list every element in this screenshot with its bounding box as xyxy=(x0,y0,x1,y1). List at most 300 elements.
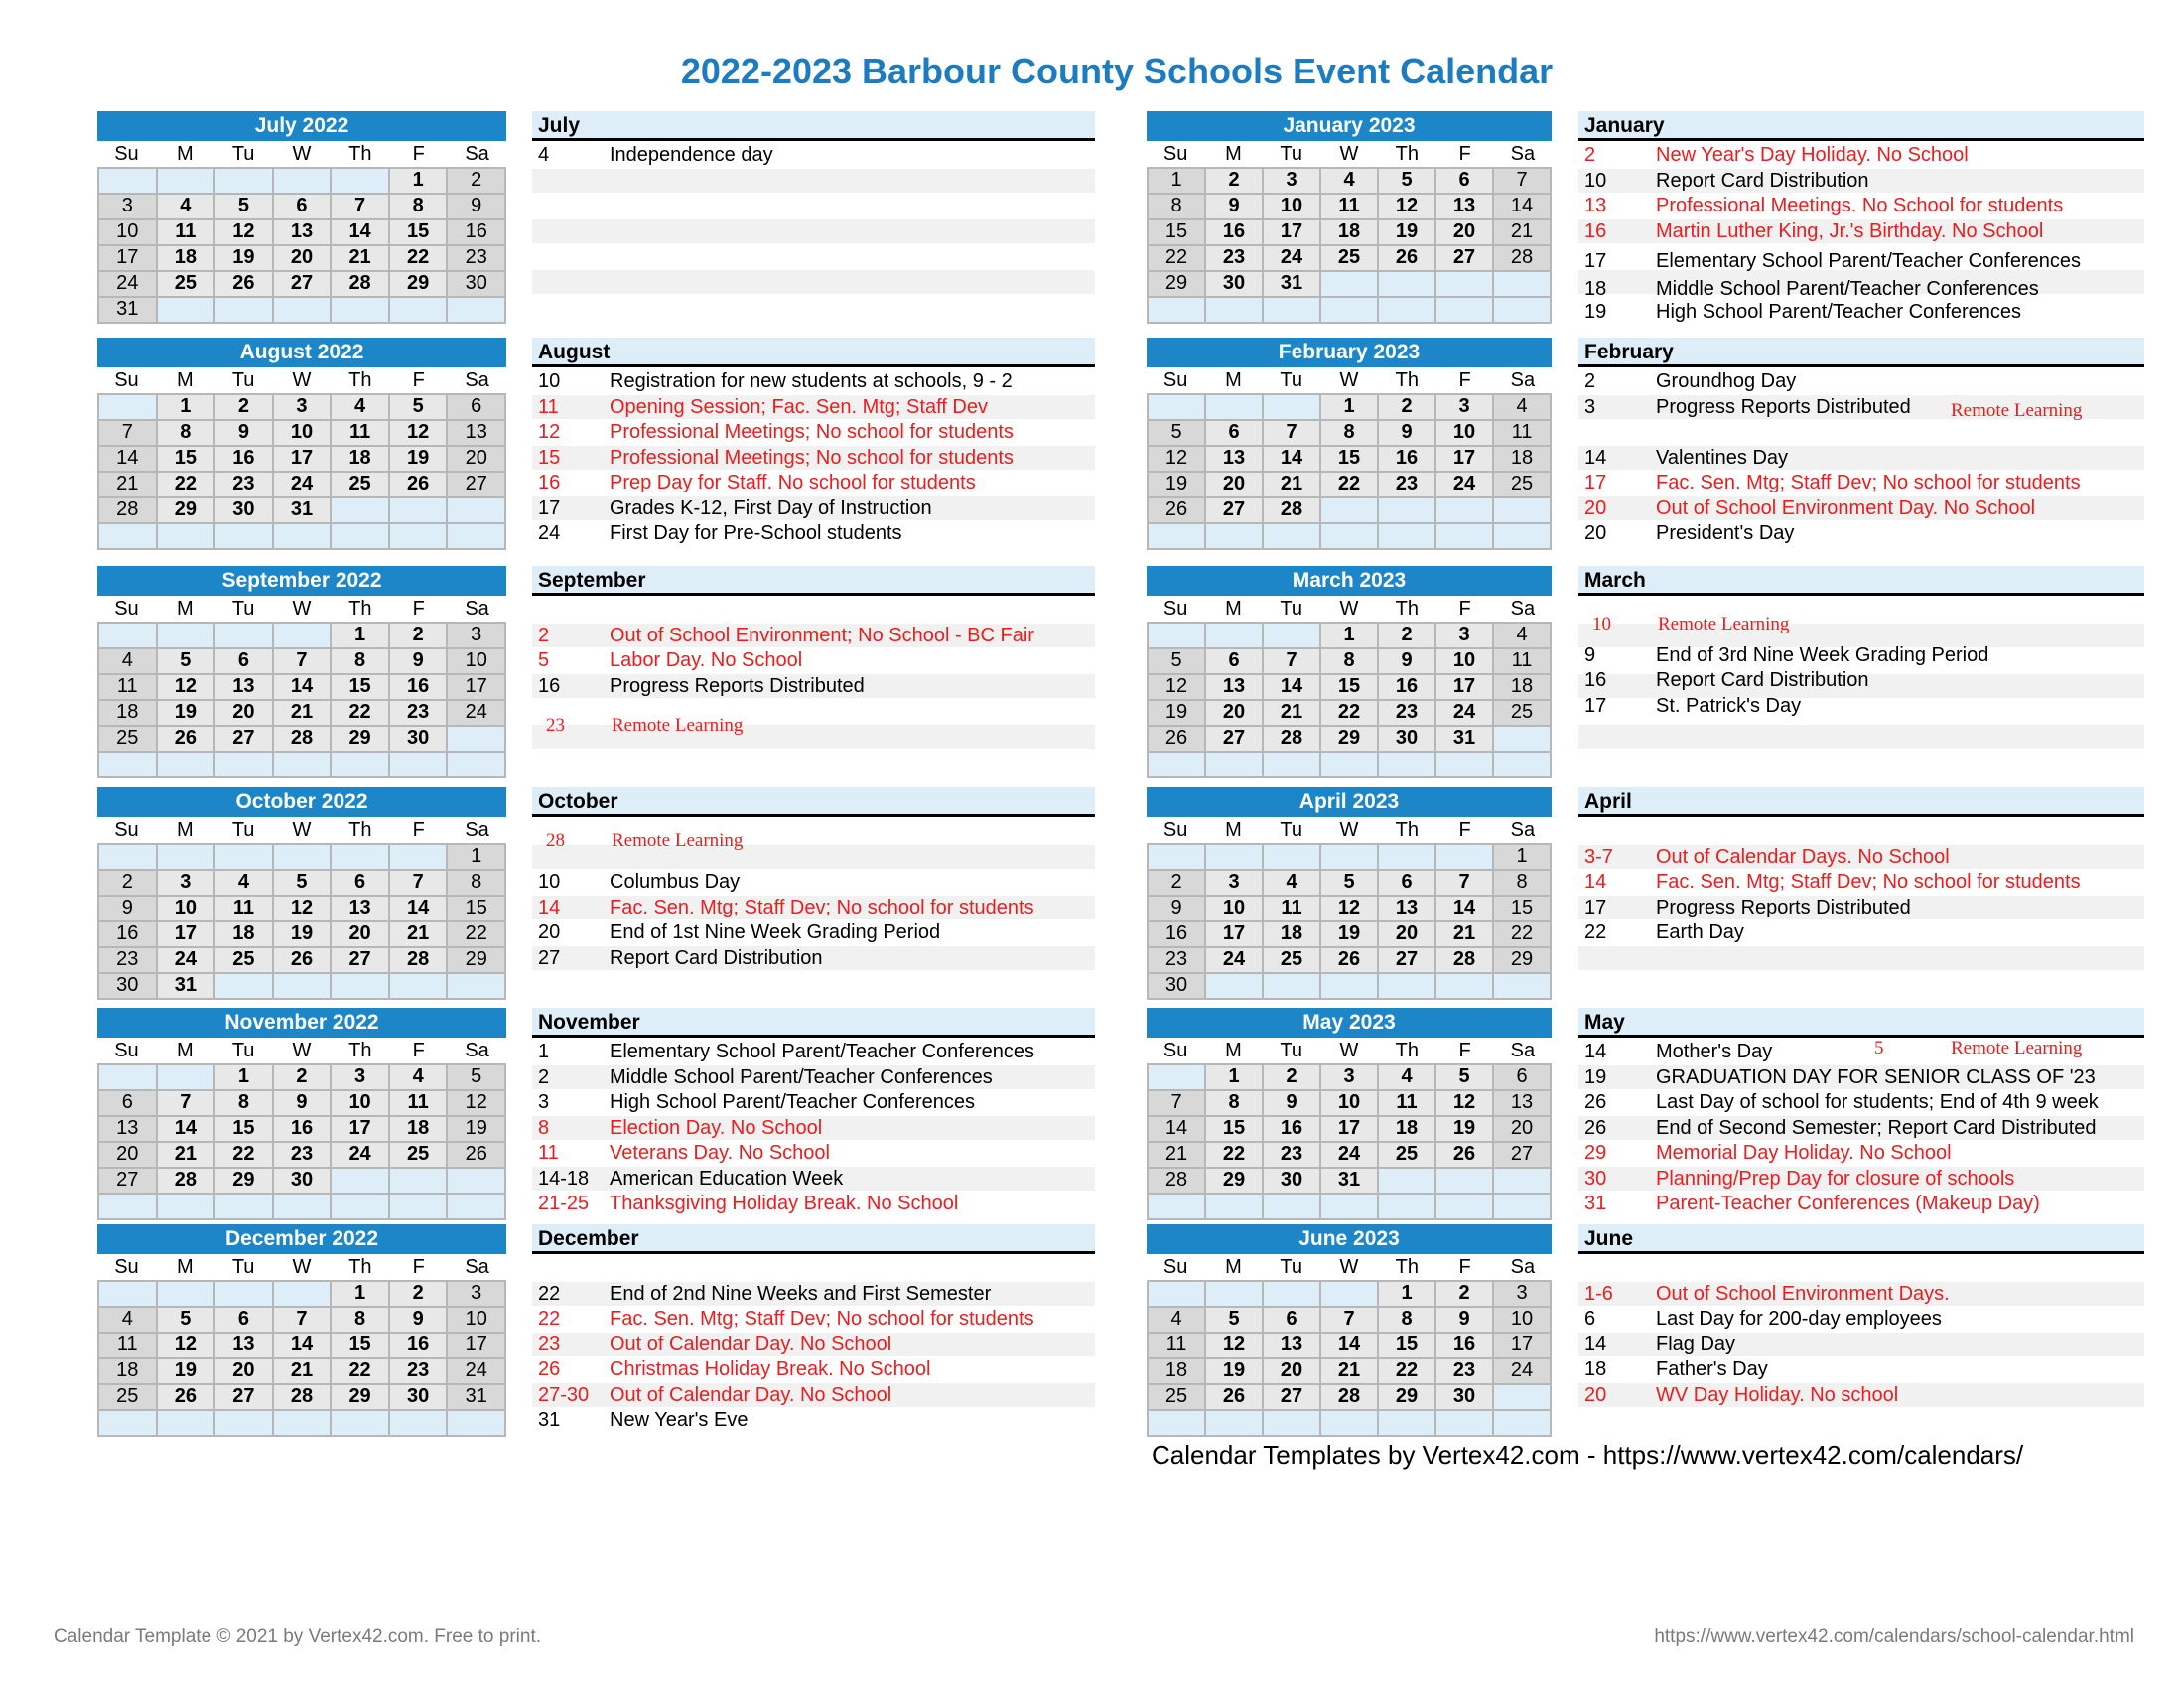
day-cell: 22 xyxy=(1320,472,1378,497)
day-cell: 5 xyxy=(157,648,215,674)
month-day-grid xyxy=(97,393,506,550)
day-cell: 23 xyxy=(1205,245,1263,271)
empty-day-cell xyxy=(447,1168,505,1194)
weekday-label: W xyxy=(1339,819,1359,841)
weekday-label: Tu xyxy=(1280,819,1302,841)
event-text: Independence day xyxy=(610,144,773,166)
event-list-title: October xyxy=(532,787,1095,817)
day-cell: 24 xyxy=(1320,1142,1378,1168)
weekday-label: Su xyxy=(1162,819,1188,841)
weekday-label: M xyxy=(176,369,194,391)
event-list-title: March xyxy=(1578,566,2144,596)
day-cell: 9 xyxy=(1435,1307,1493,1333)
empty-day-cell xyxy=(273,523,332,549)
event-row xyxy=(532,896,1095,919)
day-cell: 30 xyxy=(1435,1384,1493,1410)
footer-copyright: Calendar Template © 2021 by Vertex42.com. Free to print. xyxy=(54,1626,542,1647)
empty-day-cell xyxy=(273,1410,332,1436)
day-cell: 24 xyxy=(1205,947,1263,973)
day-cell: 28 xyxy=(273,726,332,752)
day-cell: 6 xyxy=(331,870,389,896)
weekday-label: M xyxy=(176,819,194,841)
weekday-label: Sa xyxy=(1510,143,1536,165)
event-row xyxy=(532,420,1095,444)
event-text: American Education Week xyxy=(610,1167,844,1190)
empty-day-cell xyxy=(98,752,157,777)
row-shade xyxy=(1578,725,2144,749)
event-row xyxy=(1578,1357,2144,1381)
day-cell: 4 xyxy=(1493,623,1551,648)
month-title: June 2023 xyxy=(1147,1224,1552,1254)
weekday-header xyxy=(97,141,506,167)
day-cell: 28 xyxy=(1493,245,1551,271)
event-date: 2 xyxy=(1584,144,1596,166)
day-cell: 31 xyxy=(157,973,215,999)
empty-day-cell xyxy=(1493,1410,1551,1436)
day-cell: 8 xyxy=(1493,870,1551,896)
month-title: May 2023 xyxy=(1147,1008,1552,1038)
day-cell: 7 xyxy=(98,420,157,446)
event-row xyxy=(532,1141,1095,1165)
day-cell: 21 xyxy=(273,700,332,726)
event-text: Elementary School Parent/Teacher Conferences xyxy=(610,1041,1035,1062)
empty-day-cell xyxy=(1493,1384,1551,1410)
day-cell: 27 xyxy=(98,1168,157,1194)
day-cell: 13 xyxy=(1493,1090,1551,1116)
day-cell: 5 xyxy=(1148,420,1205,446)
day-cell: 14 xyxy=(1320,1333,1378,1358)
day-cell: 29 xyxy=(157,497,215,523)
day-cell: 17 xyxy=(1435,674,1493,700)
day-cell: 1 xyxy=(1205,1064,1263,1090)
day-cell: 3 xyxy=(331,1064,389,1090)
empty-day-cell xyxy=(1378,844,1435,870)
event-date: 3-7 xyxy=(1584,845,1613,868)
day-cell: 30 xyxy=(447,271,505,297)
day-cell: 21 xyxy=(1263,700,1320,726)
day-cell: 14 xyxy=(273,1333,332,1358)
empty-day-cell xyxy=(1378,752,1435,777)
event-list-title: April xyxy=(1578,787,2144,817)
event-date: 22 xyxy=(1584,921,1607,943)
weekday-label: Sa xyxy=(1510,1256,1536,1278)
day-cell: 16 xyxy=(389,674,448,700)
event-row xyxy=(532,920,1095,944)
day-cell: 21 xyxy=(98,472,157,497)
event-date: 26 xyxy=(1584,1091,1607,1113)
empty-day-cell xyxy=(1263,844,1320,870)
event-date: 10 xyxy=(1584,169,1607,192)
day-cell: 30 xyxy=(273,1168,332,1194)
empty-day-cell xyxy=(1435,844,1493,870)
empty-day-cell xyxy=(1148,1281,1205,1307)
may-remote-day: 5 xyxy=(1874,1038,1884,1058)
event-text: Middle School Parent/Teacher Conferences xyxy=(610,1065,993,1088)
day-cell: 3 xyxy=(157,870,215,896)
page-title: 2022-2023 Barbour County Schools Event Calendar xyxy=(680,51,1554,91)
empty-day-cell xyxy=(98,1410,157,1436)
empty-day-cell xyxy=(1263,752,1320,777)
month-title: January 2023 xyxy=(1147,111,1552,141)
event-row xyxy=(1578,870,2144,894)
event-date: 28 xyxy=(546,830,565,852)
vertex42-credit: Calendar Templates by Vertex42.com - https://www.vertex42.com/calendars/ xyxy=(1152,1440,2024,1470)
day-cell: 22 xyxy=(331,700,389,726)
day-cell: 15 xyxy=(1320,446,1378,472)
empty-day-cell xyxy=(214,1281,273,1307)
day-cell: 7 xyxy=(273,648,332,674)
day-cell: 16 xyxy=(273,1116,332,1142)
event-date: 18 xyxy=(1584,278,1607,301)
day-cell: 3 xyxy=(1320,1064,1378,1090)
day-cell: 27 xyxy=(331,947,389,973)
empty-day-cell xyxy=(214,1194,273,1219)
event-list xyxy=(1578,338,2144,546)
day-cell: 7 xyxy=(1148,1090,1205,1116)
day-cell: 13 xyxy=(214,1333,273,1358)
event-date: 14 xyxy=(1584,871,1607,893)
day-cell: 6 xyxy=(447,394,505,420)
event-row xyxy=(532,1333,1095,1356)
day-cell: 31 xyxy=(1263,271,1320,297)
event-text: Father's Day xyxy=(1656,1358,1768,1380)
event-date: 3 xyxy=(1584,395,1596,418)
empty-day-cell xyxy=(1320,1281,1378,1307)
day-cell: 10 xyxy=(1435,648,1493,674)
day-cell: 27 xyxy=(447,472,505,497)
month-day-grid xyxy=(97,622,506,778)
month-day-grid xyxy=(1147,167,1552,324)
day-cell: 19 xyxy=(447,1116,505,1142)
empty-day-cell xyxy=(1435,523,1493,549)
weekday-label: Su xyxy=(114,1040,139,1061)
empty-day-cell xyxy=(1320,973,1378,999)
event-text: End of Second Semester; Report Card Distributed xyxy=(1656,1116,2097,1139)
day-cell: 24 xyxy=(157,947,215,973)
event-date: 23 xyxy=(546,715,565,737)
event-row xyxy=(1578,300,2144,324)
event-text: Fac. Sen. Mtg; Staff Dev; No school for students xyxy=(610,896,1034,918)
day-cell: 28 xyxy=(1148,1168,1205,1194)
day-cell: 11 xyxy=(157,219,215,245)
event-date: 8 xyxy=(538,1116,550,1139)
event-row xyxy=(532,1040,1095,1063)
feb-remote-note: Remote Learning xyxy=(1951,400,2083,421)
empty-day-cell xyxy=(1205,394,1263,420)
event-list-title: January xyxy=(1578,111,2144,141)
day-cell: 2 xyxy=(1378,394,1435,420)
weekday-label: Sa xyxy=(1510,598,1536,620)
empty-day-cell xyxy=(98,168,157,194)
day-cell: 2 xyxy=(98,870,157,896)
day-cell: 26 xyxy=(273,947,332,973)
empty-day-cell xyxy=(273,1194,332,1219)
event-row xyxy=(532,521,1095,545)
day-cell: 8 xyxy=(1148,194,1205,219)
day-cell: 17 xyxy=(1205,921,1263,947)
day-cell: 26 xyxy=(157,726,215,752)
day-cell: 10 xyxy=(1493,1307,1551,1333)
day-cell: 31 xyxy=(273,497,332,523)
event-row xyxy=(1578,643,2144,667)
day-cell: 15 xyxy=(1148,219,1205,245)
day-cell: 16 xyxy=(98,921,157,947)
day-cell: 17 xyxy=(98,245,157,271)
empty-day-cell xyxy=(157,297,215,323)
event-date: 10 xyxy=(538,370,561,392)
weekday-label: Tu xyxy=(231,369,255,391)
empty-day-cell xyxy=(1205,1410,1263,1436)
day-cell: 1 xyxy=(389,168,448,194)
empty-day-cell xyxy=(1378,1410,1435,1436)
empty-day-cell xyxy=(1435,297,1493,323)
day-cell: 30 xyxy=(1148,973,1205,999)
weekday-label: F xyxy=(1458,143,1471,165)
event-date: 6 xyxy=(1584,1308,1596,1330)
event-date: 14 xyxy=(538,896,561,918)
day-cell: 26 xyxy=(1378,245,1435,271)
day-cell: 11 xyxy=(1320,194,1378,219)
empty-day-cell xyxy=(98,1281,157,1307)
day-cell: 7 xyxy=(1263,648,1320,674)
event-row xyxy=(1578,249,2144,273)
day-cell: 25 xyxy=(1378,1142,1435,1168)
event-row xyxy=(1578,896,2144,919)
weekday-label: W xyxy=(292,1040,312,1061)
event-date: 14 xyxy=(1584,1333,1607,1355)
empty-day-cell xyxy=(98,1194,157,1219)
event-row xyxy=(532,1408,1095,1432)
event-text: High School Parent/Teacher Conferences xyxy=(610,1091,975,1113)
event-text: End of 3rd Nine Week Grading Period xyxy=(1656,643,1989,666)
day-cell: 4 xyxy=(389,1064,448,1090)
event-row xyxy=(1578,1141,2144,1165)
month-title: February 2023 xyxy=(1147,338,1552,367)
empty-day-cell xyxy=(331,973,389,999)
empty-day-cell xyxy=(1320,523,1378,549)
month-day-grid xyxy=(97,1280,506,1437)
day-cell: 12 xyxy=(214,219,273,245)
empty-day-cell xyxy=(98,1064,157,1090)
day-cell: 26 xyxy=(1435,1142,1493,1168)
empty-day-cell xyxy=(1205,973,1263,999)
empty-day-cell xyxy=(98,394,157,420)
weekday-label: M xyxy=(1225,369,1242,391)
day-cell: 23 xyxy=(1378,472,1435,497)
event-date: 12 xyxy=(538,421,561,443)
day-cell: 30 xyxy=(1263,1168,1320,1194)
empty-day-cell xyxy=(1435,1168,1493,1194)
day-cell: 4 xyxy=(1493,394,1551,420)
day-cell: 21 xyxy=(1320,1358,1378,1384)
day-cell: 9 xyxy=(1148,896,1205,921)
event-list-title: December xyxy=(532,1224,1095,1254)
empty-day-cell xyxy=(1435,752,1493,777)
event-date: 23 xyxy=(538,1333,561,1355)
weekday-label: F xyxy=(1458,1256,1471,1278)
day-cell: 19 xyxy=(389,446,448,472)
weekday-label: M xyxy=(176,598,194,620)
weekday-label: Su xyxy=(1162,1256,1188,1278)
month-day-grid xyxy=(1147,393,1552,550)
event-text: Martin Luther King, Jr.'s Birthday. No School xyxy=(1656,219,2044,242)
weekday-header xyxy=(97,1254,506,1280)
day-cell: 13 xyxy=(214,674,273,700)
day-cell: 31 xyxy=(1435,726,1493,752)
day-cell: 4 xyxy=(331,394,389,420)
empty-day-cell xyxy=(157,623,215,648)
month-title: October 2022 xyxy=(97,787,506,817)
day-cell: 17 xyxy=(1320,1116,1378,1142)
day-cell: 3 xyxy=(1205,870,1263,896)
day-cell: 14 xyxy=(389,896,448,921)
day-cell: 12 xyxy=(1435,1090,1493,1116)
day-cell: 12 xyxy=(1205,1333,1263,1358)
event-text: Christmas Holiday Break. No School xyxy=(610,1358,931,1380)
event-row xyxy=(1578,369,2144,393)
day-cell: 11 xyxy=(98,674,157,700)
weekday-label: Su xyxy=(1162,598,1188,620)
day-cell: 20 xyxy=(331,921,389,947)
day-cell: 22 xyxy=(447,921,505,947)
empty-day-cell xyxy=(1435,271,1493,297)
event-text: Out of School Environment; No School - BC Fair xyxy=(610,624,1034,646)
event-date: 20 xyxy=(1584,1383,1607,1406)
day-cell: 12 xyxy=(1378,194,1435,219)
weekday-label: W xyxy=(1339,369,1359,391)
event-row xyxy=(532,714,1095,738)
day-cell: 16 xyxy=(389,1333,448,1358)
event-row xyxy=(532,674,1095,698)
day-cell: 18 xyxy=(1378,1116,1435,1142)
month-calendar xyxy=(1147,787,1552,1000)
empty-day-cell xyxy=(1148,297,1205,323)
event-row xyxy=(1578,1383,2144,1407)
empty-day-cell xyxy=(1148,752,1205,777)
empty-day-cell xyxy=(98,844,157,870)
day-cell: 20 xyxy=(1378,921,1435,947)
event-date: 20 xyxy=(1584,522,1607,544)
event-date: 18 xyxy=(1584,1358,1607,1380)
day-cell: 13 xyxy=(331,896,389,921)
weekday-label: Sa xyxy=(465,598,489,620)
event-text: Earth Day xyxy=(1656,921,1744,943)
day-cell: 1 xyxy=(331,623,389,648)
day-cell: 10 xyxy=(331,1090,389,1116)
empty-day-cell xyxy=(214,973,273,999)
day-cell: 11 xyxy=(98,1333,157,1358)
day-cell: 18 xyxy=(157,245,215,271)
day-cell: 12 xyxy=(273,896,332,921)
day-cell: 13 xyxy=(1205,674,1263,700)
event-date: 17 xyxy=(1584,896,1607,918)
day-cell: 14 xyxy=(1148,1116,1205,1142)
day-cell: 18 xyxy=(1493,446,1551,472)
month-calendar xyxy=(1147,1224,1552,1437)
event-date: 14 xyxy=(1584,1041,1607,1062)
day-cell: 11 xyxy=(214,896,273,921)
month-calendar xyxy=(1147,566,1552,778)
day-cell: 16 xyxy=(1378,674,1435,700)
day-cell: 12 xyxy=(1148,674,1205,700)
month-title: September 2022 xyxy=(97,566,506,596)
day-cell: 30 xyxy=(1205,271,1263,297)
event-row xyxy=(532,1090,1095,1114)
day-cell: 23 xyxy=(1148,947,1205,973)
empty-day-cell xyxy=(331,523,389,549)
empty-day-cell xyxy=(1263,973,1320,999)
event-date: 31 xyxy=(538,1409,561,1431)
event-date: 2 xyxy=(1584,370,1596,392)
day-cell: 26 xyxy=(157,1384,215,1410)
day-cell: 17 xyxy=(447,674,505,700)
event-row xyxy=(532,870,1095,894)
day-cell: 22 xyxy=(389,245,448,271)
event-list-title: June xyxy=(1578,1224,2144,1254)
day-cell: 22 xyxy=(1205,1142,1263,1168)
day-cell: 14 xyxy=(1435,896,1493,921)
month-day-grid xyxy=(97,167,506,324)
empty-day-cell xyxy=(1205,844,1263,870)
day-cell: 10 xyxy=(1435,420,1493,446)
day-cell: 19 xyxy=(157,1358,215,1384)
day-cell: 20 xyxy=(273,245,332,271)
event-list xyxy=(532,787,1095,996)
day-cell: 26 xyxy=(1320,947,1378,973)
event-date: 16 xyxy=(538,472,561,493)
weekday-label: Th xyxy=(1395,143,1419,165)
day-cell: 8 xyxy=(331,648,389,674)
month-calendar xyxy=(97,787,506,1000)
weekday-label: Su xyxy=(114,369,139,391)
weekday-label: W xyxy=(292,598,312,620)
event-text: Report Card Distribution xyxy=(610,946,823,969)
day-cell: 12 xyxy=(1148,446,1205,472)
day-cell: 10 xyxy=(1263,194,1320,219)
weekday-label: W xyxy=(292,143,312,165)
day-cell: 10 xyxy=(447,1307,505,1333)
event-date: 4 xyxy=(538,144,550,166)
day-cell: 1 xyxy=(1378,1281,1435,1307)
footer-url: https://www.vertex42.com/calendars/school-calendar.html xyxy=(1654,1626,2134,1647)
event-row xyxy=(532,143,1095,167)
event-date: 22 xyxy=(538,1282,561,1305)
weekday-label: M xyxy=(1225,143,1242,165)
empty-day-cell xyxy=(389,297,448,323)
empty-day-cell xyxy=(389,844,448,870)
month-day-grid xyxy=(1147,622,1552,778)
event-text: Report Card Distribution xyxy=(1656,669,1869,692)
event-text: Columbus Day xyxy=(610,871,741,893)
empty-day-cell xyxy=(447,1410,505,1436)
day-cell: 18 xyxy=(1320,219,1378,245)
weekday-header xyxy=(97,367,506,393)
empty-day-cell xyxy=(1493,297,1551,323)
day-cell: 2 xyxy=(1435,1281,1493,1307)
day-cell: 27 xyxy=(1493,1142,1551,1168)
empty-day-cell xyxy=(331,297,389,323)
day-cell: 18 xyxy=(389,1116,448,1142)
day-cell: 16 xyxy=(1263,1116,1320,1142)
day-cell: 1 xyxy=(331,1281,389,1307)
day-cell: 25 xyxy=(1148,1384,1205,1410)
day-cell: 20 xyxy=(98,1142,157,1168)
empty-day-cell xyxy=(1493,1194,1551,1219)
day-cell: 14 xyxy=(157,1116,215,1142)
day-cell: 18 xyxy=(1493,674,1551,700)
day-cell: 5 xyxy=(447,1064,505,1090)
empty-day-cell xyxy=(331,1194,389,1219)
